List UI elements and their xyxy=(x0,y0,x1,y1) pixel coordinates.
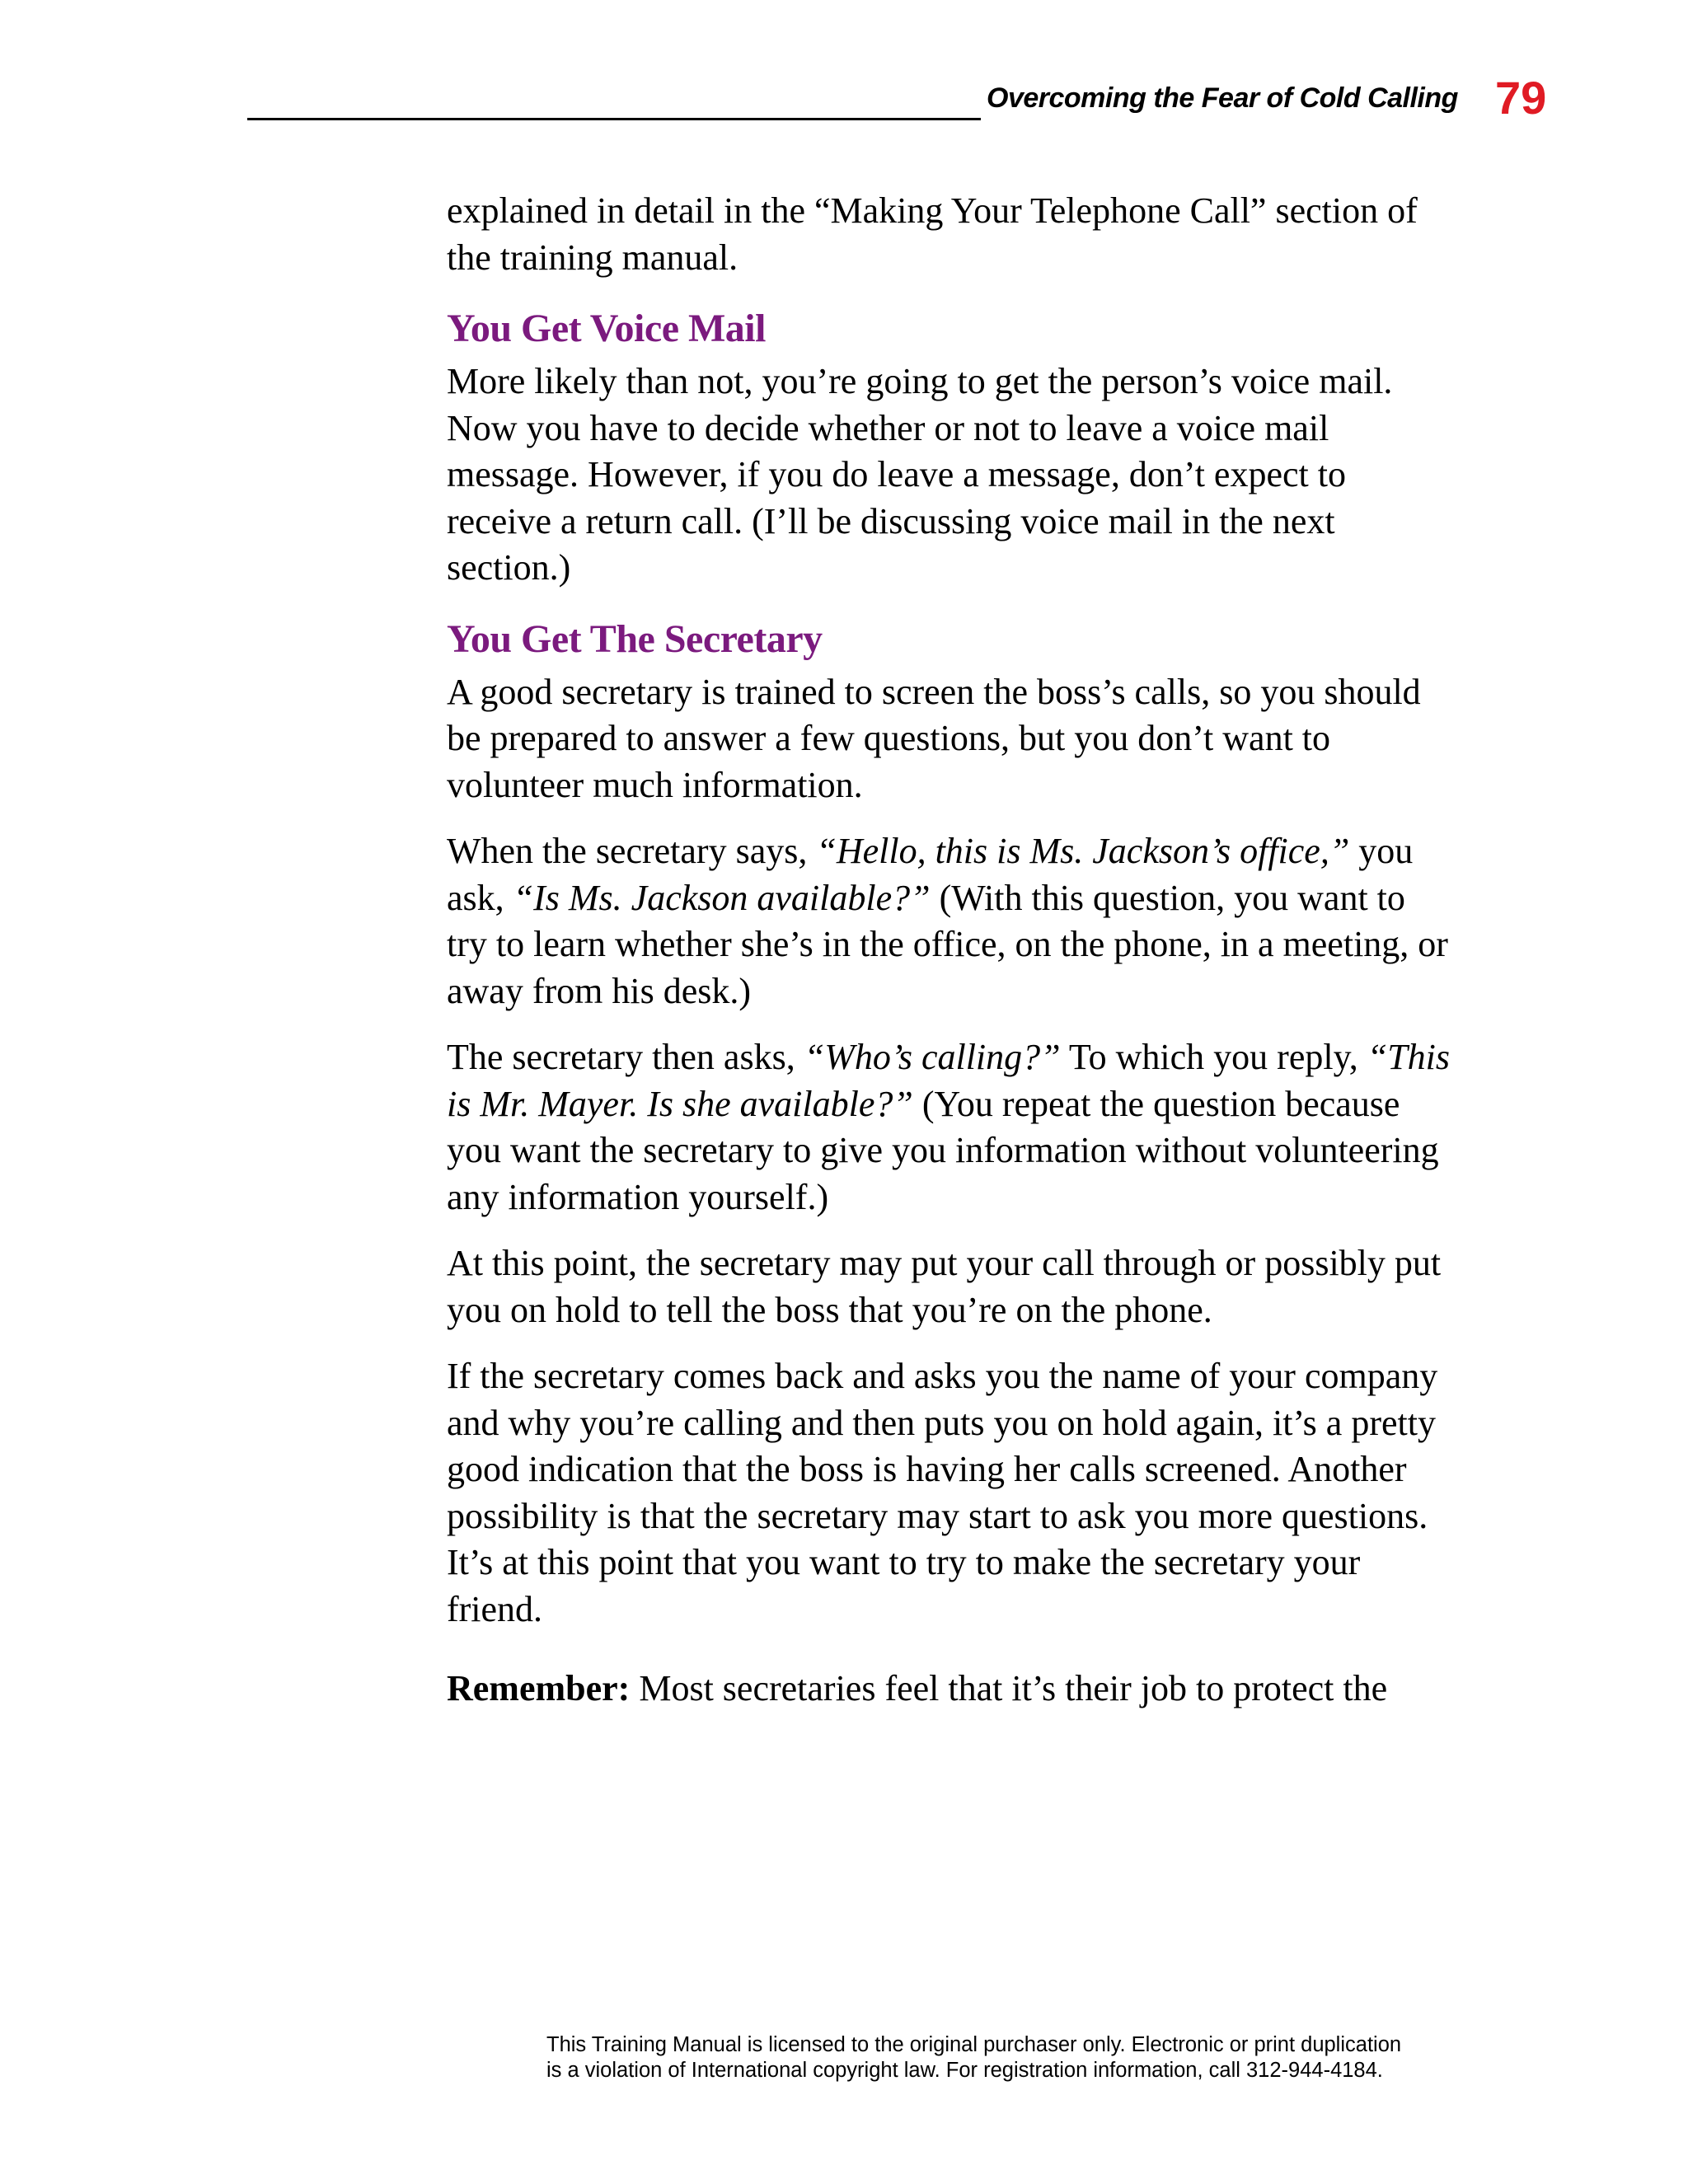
license-footer xyxy=(546,2032,1441,2083)
text-run: The secretary then asks, xyxy=(447,1037,804,1077)
text-run: To which you reply, xyxy=(1060,1037,1367,1077)
quote-run: “Hello, this is Ms. Jackson’s office,” xyxy=(816,831,1350,871)
intro-paragraph: explained in detail in the “Making Your Telephone Call” section of the training manual. xyxy=(447,190,1418,278)
quote-run: “Is Ms. Jackson available?” xyxy=(513,877,931,918)
secretary-paragraph-2 xyxy=(447,828,1452,1015)
section-heading-secretary: You Get The Secretary xyxy=(447,616,823,661)
secretary-paragraph-3 xyxy=(447,1034,1452,1221)
text-run: (You repeat the question because you want the secretary to give you information without volunteering any information yourself.) xyxy=(447,1083,1439,1217)
header-title: Overcoming the Fear of Cold Calling xyxy=(987,82,1458,114)
footer-line-2: is a violation of International copyright law. For registration information, call 312-944-4184. xyxy=(546,2059,1383,2082)
running-header xyxy=(247,73,1566,122)
header-rule xyxy=(247,118,981,120)
text-run: When the secretary says, xyxy=(447,831,817,871)
remember-text: Most secretaries feel that it’s their job to protect the xyxy=(630,1668,1388,1708)
quote-run: “This is Mr. Mayer. Is she available?” xyxy=(447,1037,1451,1124)
quote-run: “Who’s calling?” xyxy=(804,1037,1061,1077)
secretary-paragraph-4: At this point, the secretary may put your call through or possibly put you on hold to tell the boss that you’re on the phone. xyxy=(447,1243,1442,1330)
remember-paragraph xyxy=(447,1666,1452,1713)
voice-mail-paragraph: More likely than not, you’re going to get the person’s voice mail. Now you have to decide whether or not to leave a voice mail message. However, if you do leave a message, don’t expect to receive a return call. (I’ll be discussing voice mail in the next section.) xyxy=(447,361,1393,588)
text-run: (With this question, you want to try to learn whether she’s in the office, on the phone, in a meeting, or away from his desk.) xyxy=(447,877,1448,1011)
page-number: 79 xyxy=(1495,72,1547,124)
secretary-paragraph-1: A good secretary is trained to screen the boss’s calls, so you should be prepared to answer a few questions, but you don’t want to volunteer much information. xyxy=(447,671,1421,805)
secretary-paragraph-5: If the secretary comes back and asks you the name of your company and why you’re calling and then puts you on hold again, it’s a pretty good indication that the boss is having her calls screened. Another possibility is that the secretary may start to ask you more questions. It’s at this point that you want to try to make the secretary your friend. xyxy=(447,1356,1438,1629)
text-run: you ask, xyxy=(447,831,1414,918)
footer-line-1: This Training Manual is licensed to the original purchaser only. Electronic or print duplication xyxy=(546,2033,1402,2056)
main-content xyxy=(447,188,1452,1732)
remember-label: Remember: xyxy=(447,1668,631,1708)
section-heading-voice-mail: You Get Voice Mail xyxy=(447,307,766,350)
